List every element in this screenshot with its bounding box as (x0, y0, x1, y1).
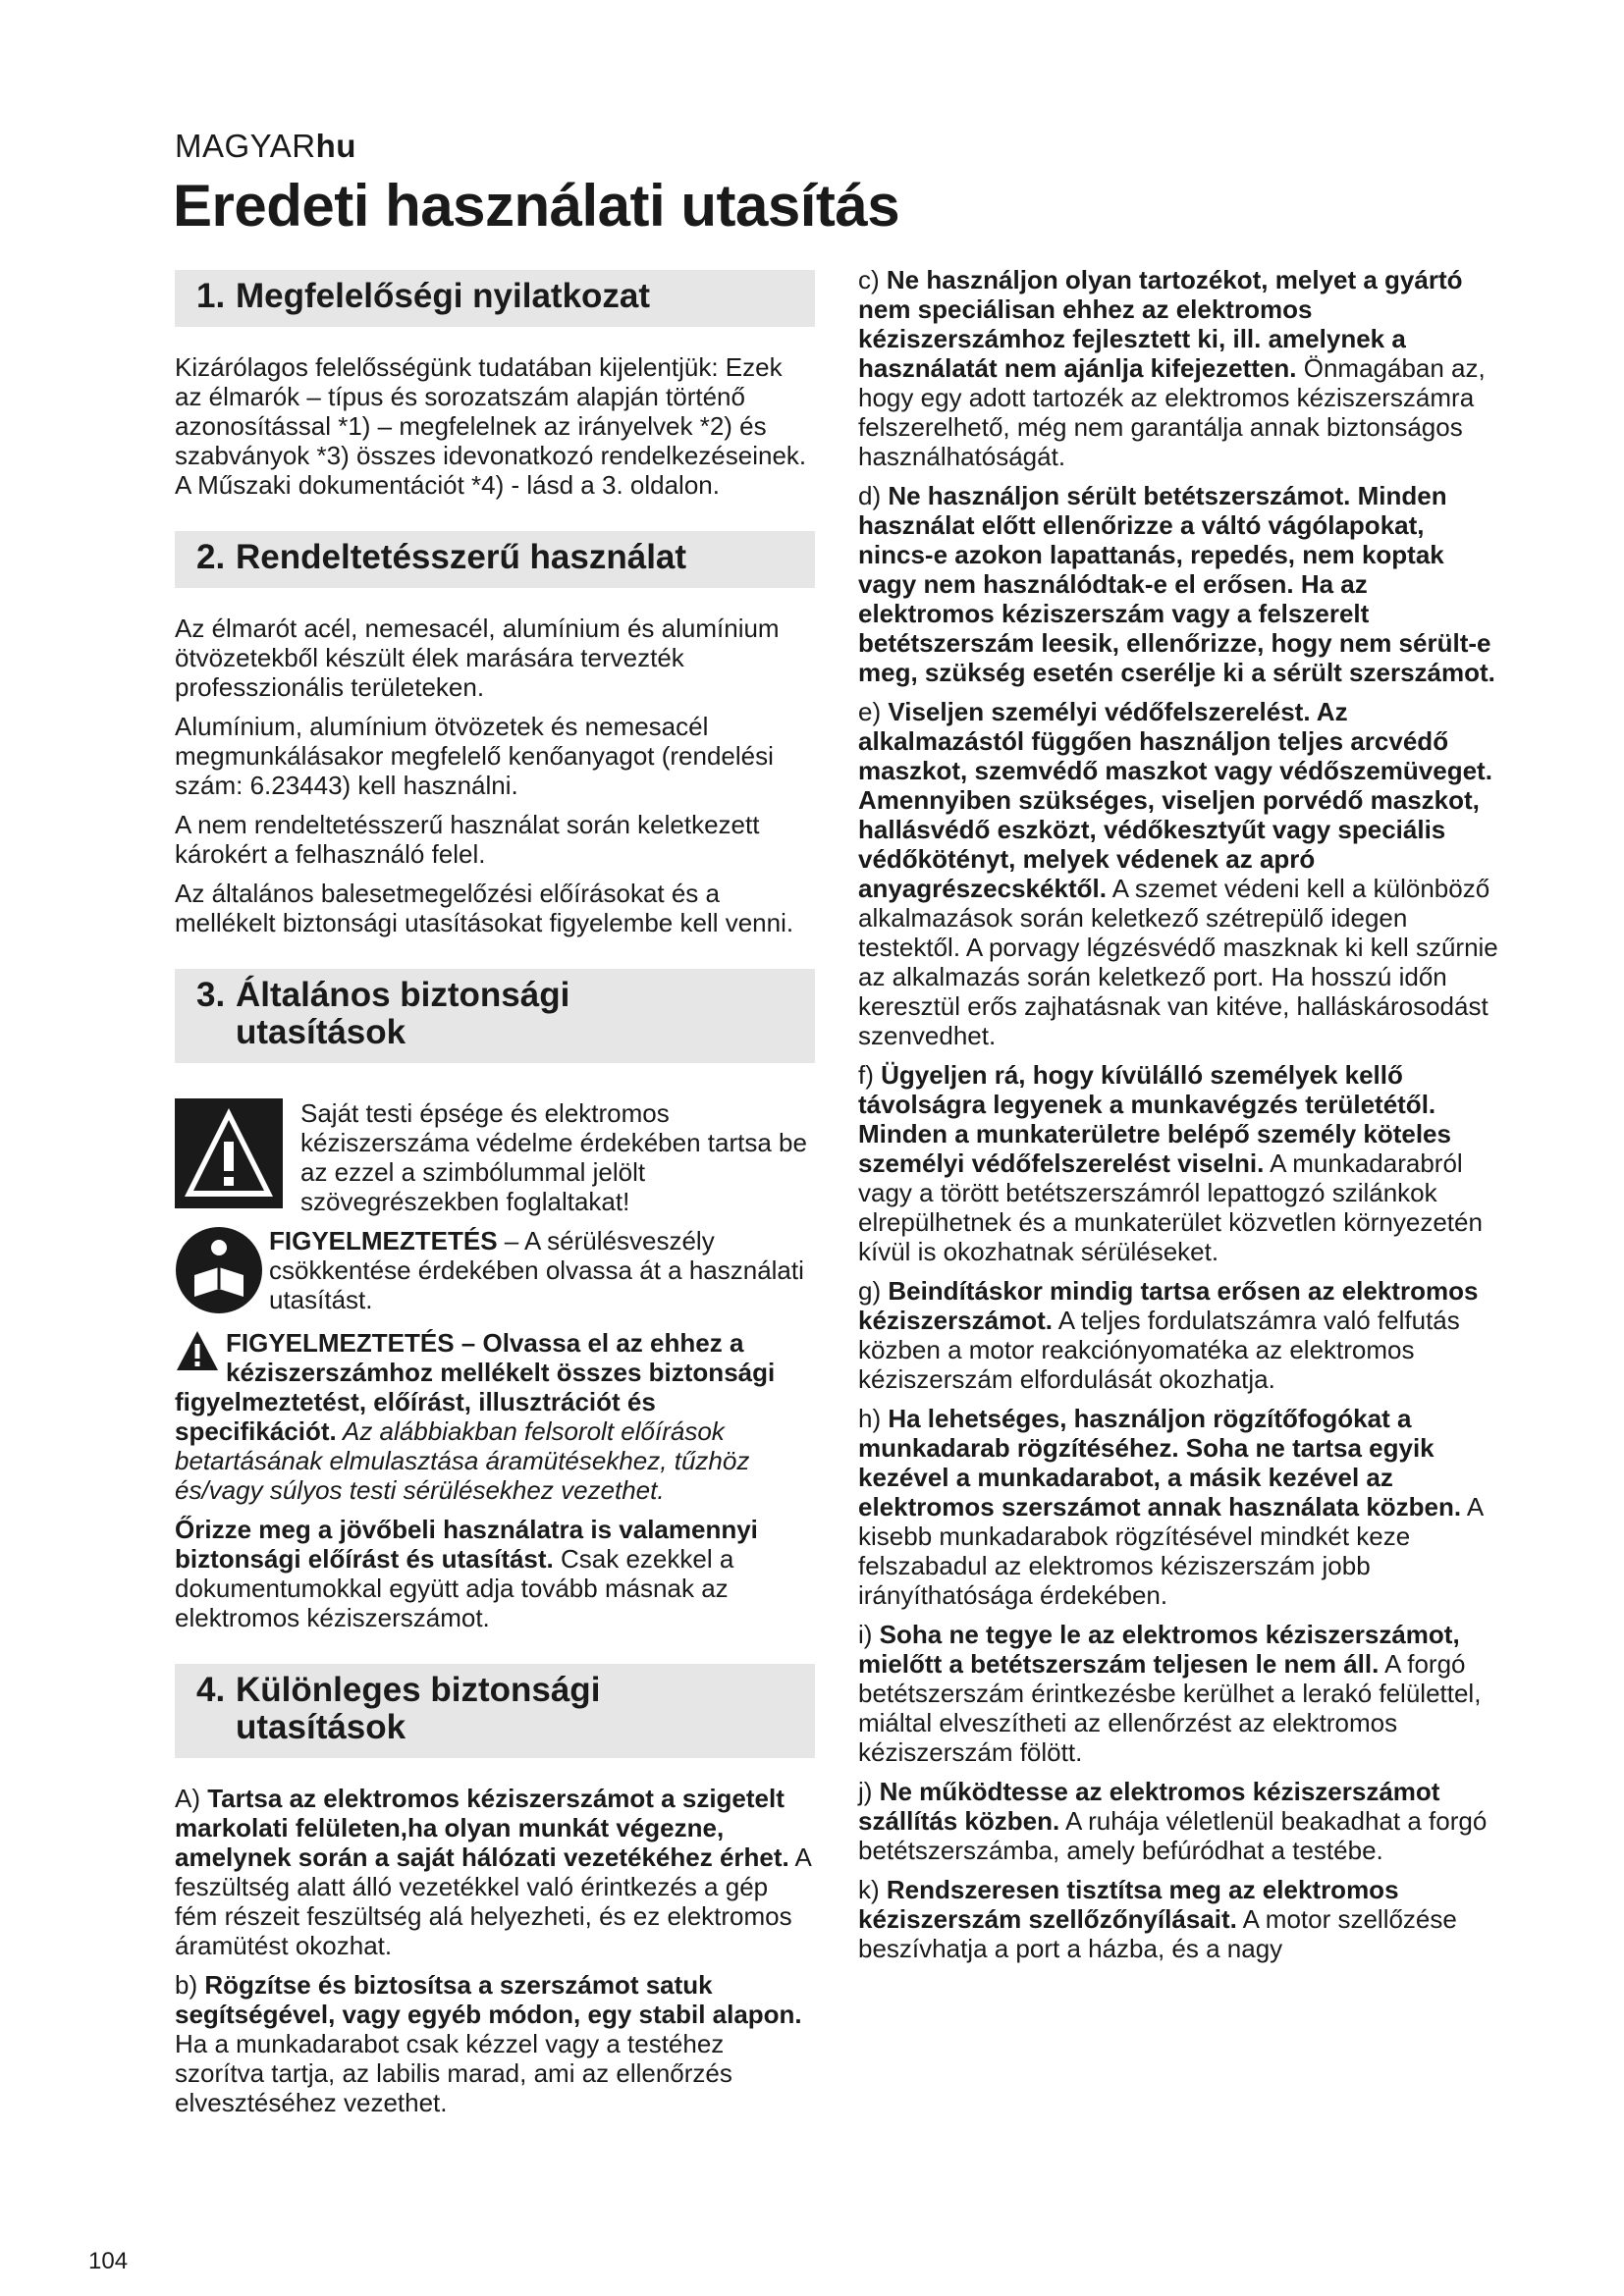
item-label: h) (858, 1404, 889, 1433)
keep-bold-text: Őrizze meg a jövőbeli használatra is valamennyi biztonsági előírást és utasítást. (175, 1515, 758, 1574)
warning-triangle-small-icon (175, 1328, 220, 1373)
item-bold: Ne működtesse az elektromos kéziszerszámot szállítás közben. (858, 1777, 1440, 1836)
list-item (858, 697, 1498, 1050)
warning-bold-text: FIGYELMEZTETÉS – Olvassa el az ehhez a kéziszerszámhoz mellékelt összes biztonsági figyelmeztetést, előírást, illusztrációt és specifikációt. (175, 1328, 776, 1446)
list-item (858, 1777, 1498, 1865)
general-warning (175, 1328, 815, 1505)
item-bold: Ügyeljen rá, hogy kívülálló személyek kellő távolságra legyenek a munkavégzés területétől. Minden a munkaterületre belépő személy köteles személyi védőfelszerelést viselni. (858, 1060, 1451, 1178)
item-text: A teljes fordulatszámra való felfutás közben a motor reakciónyomatéka az elektromos kéziszerszám elfordulását okozhatja. (858, 1306, 1460, 1394)
list-item (858, 1404, 1498, 1610)
item-label: e) (858, 697, 889, 726)
item-text: Önmagában az, hogy egy adott tartozék az elektromos kéziszerszámra felszerelhető, még nem garantálja annak biztonságos használhatóságát. (858, 353, 1486, 471)
section-number: 1. (196, 277, 226, 315)
item-bold: Ne használjon sérült betétszerszámot. Minden használat előtt ellenőrizze a váltó vágólapokat, nincs-e azokon lapattanás, repedés, nem koptak vagy nem használódtak-e el erősen. Ha az elektromos kéziszerszám vagy a felszerelt betétszerszám leesik, ellenőrizze, hogy nem sérült-e meg, szükség esetén cserélje ki a sérült szerszámot. (858, 481, 1495, 687)
language-header (175, 128, 356, 165)
section-2-heading (175, 531, 815, 588)
item-text: A forgó betétszerszám érintkezésbe kerülhet a lerakó felülettel, miáltal elveszítheti az ellenőrzést az elektromos kéziszerszám fölött. (858, 1649, 1482, 1767)
list-item (858, 1060, 1498, 1266)
item-text: Ha a munkadarabot csak kézzel vagy a testéhez szorítva tartja, az labilis marad, ami az ellenőrzés elvesztéséhez vezethet. (175, 2029, 732, 2117)
page-title: Eredeti használati utasítás (173, 173, 900, 239)
item-label: g) (858, 1276, 889, 1306)
language-name: MAGYAR (175, 128, 316, 164)
item-text: A ruhája véletlenül beakadhat a forgó betétszerszámba, amely befúródhat a testébe. (858, 1806, 1488, 1865)
item-bold: Ne használjon olyan tartozékot, melyet a gyártó nem speciálisan ehhez az elektromos kéziszerszámhoz fejlesztett ki, ill. amelynek a használatát nem ajánlja kifejezetten. (858, 265, 1463, 383)
item-bold: Viseljen személyi védőfelszerelést. Az alkalmazástól függően használjon teljes arcvédő maszkot, szemvédő maszkot vagy védőszemüveget. Amennyiben szükséges, viseljen porvédő maszkot, hallásvédő eszközt, védőkesztyűt vagy speciális védőkötényt, melyek védenek az apró anyagrészecskéktől. (858, 697, 1492, 903)
paragraph: Az élmarót acél, nemesacél, alumínium és alumínium ötvözetekből készült élek marására tervezték professzionális területeken. (175, 614, 780, 702)
item-label: k) (858, 1875, 887, 1904)
list-item (858, 1276, 1498, 1394)
list-item (858, 481, 1498, 687)
paragraph: A nem rendeltetésszerű használat során keletkezett károkért a felhasználó felel. (175, 810, 760, 869)
warning-italic-text: Az alábbiakban felsorolt előírások betartásának elmulasztása áramütésekhez, tűzhöz és/vagy súlyos testi sérülésekhez vezethet. (175, 1416, 750, 1505)
warning-read-manual (269, 1226, 815, 1314)
item-label: j) (858, 1777, 880, 1806)
item-bold: Tartsa az elektromos kéziszerszámot a szigetelt markolati felületen,ha olyan munkát végezne, amelynek során a saját hálózati vezetékéhez érhet. (175, 1784, 789, 1872)
warning-text: – A sérülésveszély csökkentése érdekében olvassa át a használati utasítást. (269, 1226, 804, 1314)
item-bold: Soha ne tegye le az elektromos kéziszerszámot, mielőtt a betétszerszám teljesen le nem áll. (858, 1620, 1460, 1679)
warning-triangle-icon (175, 1098, 283, 1208)
item-label: A) (175, 1784, 208, 1813)
item-label: i) (858, 1620, 880, 1649)
section-title: Rendeltetésszerű használat (236, 538, 687, 576)
section-number: 4. (196, 1671, 226, 1709)
read-manual-block (175, 1226, 815, 1320)
page-number: 104 (88, 2248, 129, 2274)
item-label: b) (175, 1970, 205, 2000)
list-item (858, 1620, 1498, 1767)
item-text: A feszültség alatt álló vezetékkel való érintkezés a gép fém részeit feszültség alá helyezheti, és ez elektromos áramütést okozhat. (175, 1842, 811, 1960)
keep-instructions (175, 1515, 815, 1632)
section-number: 2. (196, 538, 226, 576)
list-item (175, 1784, 815, 1960)
item-text: A munkadarabról vagy a törött betétszerszámról lepattogzó szilánkok elrepülhetnek és a munkaterület közvetlen környezetén kívül is okozhatnak sérüléseket. (858, 1148, 1483, 1266)
symbol-explanation: Saját testi épsége és elektromos kéziszerszáma védelme érdekében tartsa be az ezzel a szimbólummal jelölt szövegrészekben foglaltakat! (300, 1098, 807, 1216)
section-1-heading (175, 270, 815, 327)
warning-label: FIGYELMEZTETÉS (269, 1226, 498, 1255)
paragraph: Az általános balesetmegelőzési előírásokat és a mellékelt biztonsági utasításokat figyelembe kell venni. (175, 879, 794, 937)
item-bold: Rendszeresen tisztítsa meg az elektromos kéziszerszám szellőzőnyílásait. (858, 1875, 1399, 1934)
right-column (858, 265, 1498, 1973)
item-bold: Ha lehetséges, használjon rögzítőfogókat a munkadarab rögzítéséhez. Soha ne tartsa egyik kezével a munkadarabot, a másik kezével az elektromos szerszámot annak használata közben. (858, 1404, 1462, 1522)
item-text: A motor szellőzése beszívhatja a port a házba, és a nagy (858, 1904, 1457, 1963)
warning-symbol-block (175, 1089, 815, 1216)
section-number: 3. (196, 976, 226, 1014)
item-text: A kisebb munkadarabok rögzítésével mindkét keze felszabadul az elektromos kéziszerszám jobb irányíthatósága érdekében. (858, 1492, 1483, 1610)
paragraph: Kizárólagos felelősségünk tudatában kijelentjük: Ezek az élmarók – típus és sorozatszám alapján történő azonosítással *1) – megfelelnek az irányelvek *2) és szabványok *3) összes idevonatkozó rendelkezéseinek. A Műszaki dokumentációt *4) - lásd a 3. oldalon. (175, 352, 807, 500)
section-title-line2: utasítások (236, 1708, 406, 1746)
item-label: f) (858, 1060, 882, 1090)
left-column (175, 270, 815, 2127)
item-bold: Rögzítse és biztosítsa a szerszámot satuk segítségével, vagy egyéb módon, egy stabil alapon. (175, 1970, 802, 2029)
section-4-heading (175, 1664, 815, 1758)
section-title: Általános biztonsági (236, 976, 570, 1014)
list-item (858, 1875, 1498, 1963)
item-bold: Beindításkor mindig tartsa erősen az elektromos kéziszerszámot. (858, 1276, 1479, 1335)
item-label: c) (858, 265, 887, 294)
item-label: d) (858, 481, 889, 510)
read-manual-icon (175, 1226, 263, 1314)
item-text: A szemet védeni kell a különböző alkalmazások során keletkező szétrepülő idegen testektől. A porvagy légzésvédő maszknak ki kell szűrnie az alkalmazás során keletkező port. Ha hosszú időn keresztül erős zajhatásnak van kitéve, halláskárosodást szenvedhet. (858, 874, 1498, 1050)
section-title: Különleges biztonsági (236, 1671, 601, 1709)
language-code: hu (315, 128, 356, 164)
section-title-line2: utasítások (236, 1013, 406, 1051)
section-title: Megfelelőségi nyilatkozat (236, 277, 651, 315)
list-item (175, 1970, 815, 2117)
general-warning-block (175, 1328, 815, 1505)
section-3-heading (175, 969, 815, 1063)
list-item (858, 265, 1498, 471)
keep-text: Csak ezekkel a dokumentumokkal együtt adja tovább másnak az elektromos kéziszerszámot. (175, 1544, 734, 1632)
paragraph: Alumínium, alumínium ötvözetek és nemesacél megmunkálásakor megfelelő kenőanyagot (rendelési szám: 6.23443) kell használni. (175, 712, 774, 800)
